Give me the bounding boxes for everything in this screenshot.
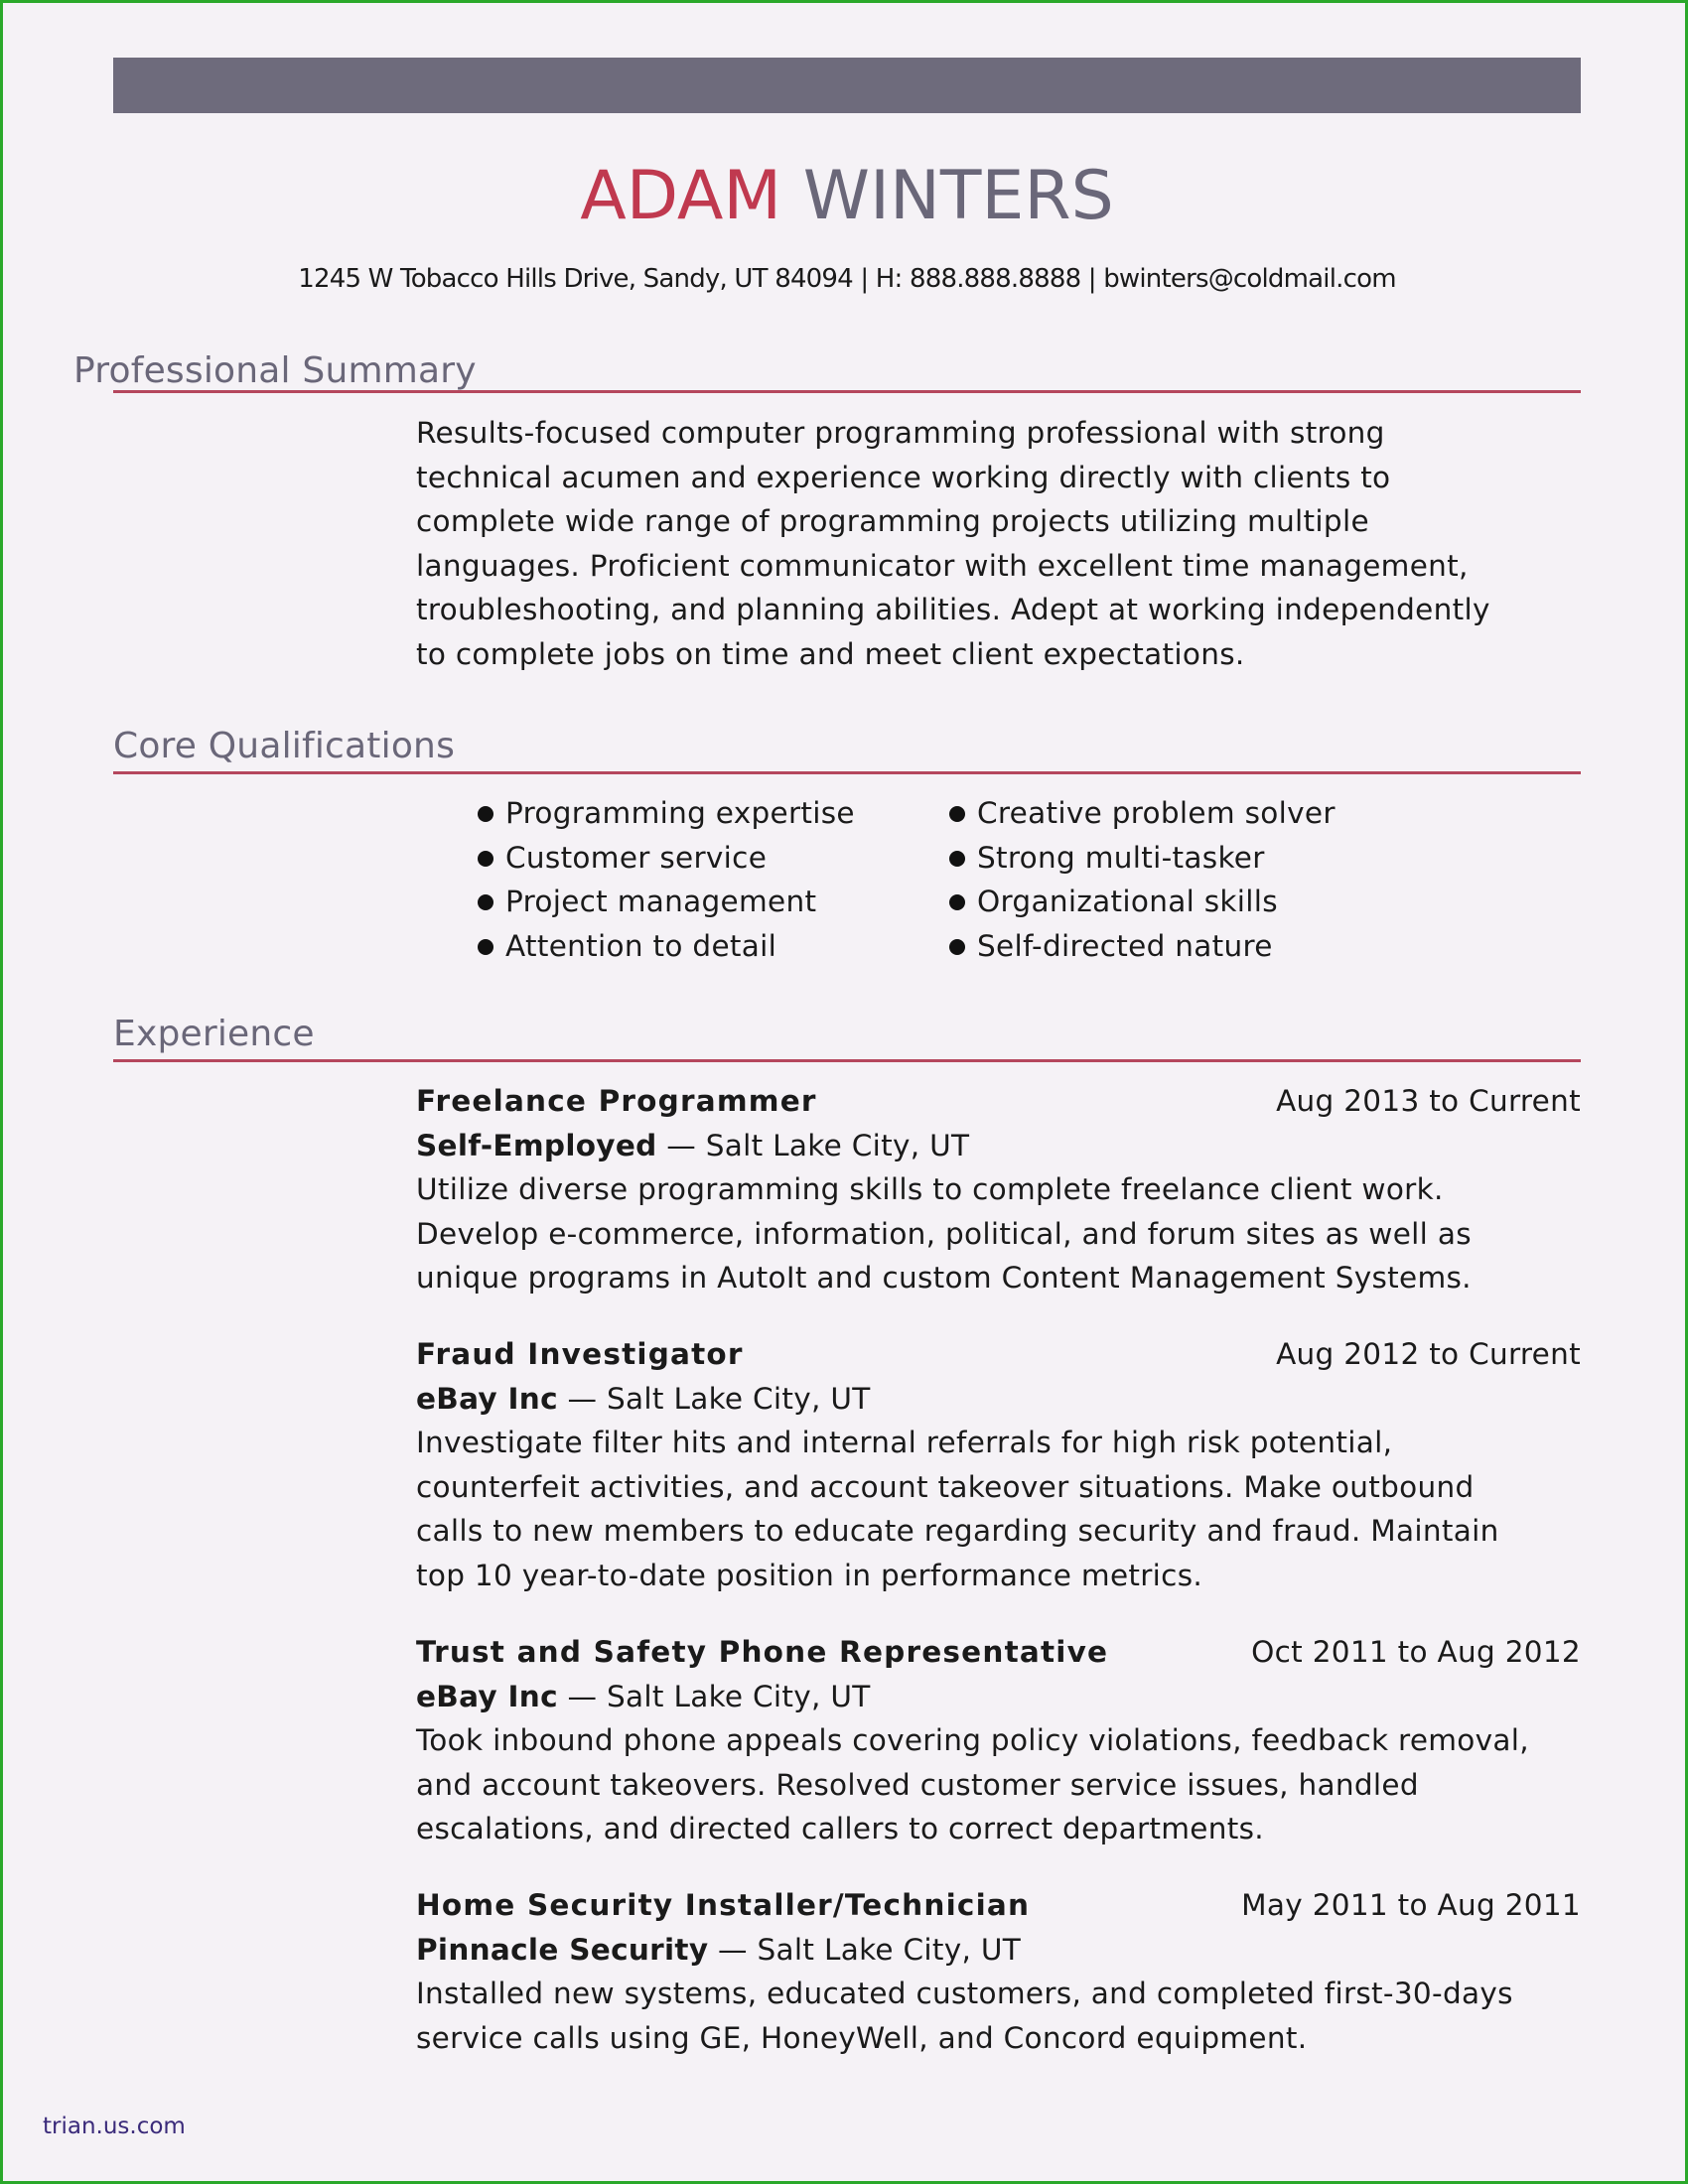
summary-line: technical acumen and experience working directly with clients to: [416, 460, 1391, 494]
qualifications-right-column: [977, 791, 1336, 968]
job-dates: Aug 2013 to Current: [1276, 1084, 1581, 1118]
job-title: Freelance Programmer: [416, 1084, 817, 1118]
summary-line: languages. Proficient communicator with excellent time management,: [416, 548, 1469, 583]
summary-line: to complete jobs on time and meet client expectations.: [416, 636, 1245, 671]
summary-line: troubleshooting, and planning abilities. Adept at working independently: [416, 593, 1490, 627]
bullet-icon: [949, 806, 965, 822]
list-item: Creative problem solver: [977, 791, 1336, 836]
job-entry: [416, 1883, 1581, 2060]
list-item: Attention to detail: [505, 924, 855, 969]
job-location: — Salt Lake City, UT: [708, 1932, 1022, 1967]
job-location: — Salt Lake City, UT: [557, 1381, 871, 1416]
job-description: Utilize diverse programming skills to complete freelance client work. Develop e-commerce, information, political, and forum sites as well as unique programs in AutoIt and custom Content Management Systems.: [416, 1172, 1472, 1296]
first-name: ADAM: [580, 157, 782, 235]
summary-title: Professional Summary: [73, 350, 477, 391]
qualifications-title: Core Qualifications: [113, 726, 456, 766]
job-description: Installed new systems, educated customers, and completed first-30-days service calls using GE, HoneyWell, and Concord equipment.: [416, 1977, 1513, 2055]
job-location: — Salt Lake City, UT: [656, 1128, 970, 1162]
job-entry: [416, 1332, 1581, 1598]
header-bar: [113, 58, 1581, 113]
summary-line: Results-focused computer programming professional with strong: [416, 416, 1385, 450]
experience-title: Experience: [113, 1014, 315, 1054]
job-company: eBay Inc: [416, 1381, 558, 1416]
summary-text: [416, 411, 1588, 677]
job-company: Self-Employed: [416, 1128, 657, 1162]
job-title: Trust and Safety Phone Representative: [416, 1635, 1109, 1669]
qualifications-left-column: [505, 791, 855, 968]
qualifications-heading: [113, 728, 1581, 774]
list-item: Project management: [505, 880, 855, 924]
watermark: trian.us.com: [43, 2114, 186, 2139]
job-company: eBay Inc: [416, 1679, 558, 1713]
list-item: Customer service: [505, 836, 855, 881]
list-item: Programming expertise: [505, 791, 855, 836]
job-company: Pinnacle Security: [416, 1932, 709, 1967]
last-name: WINTERS: [802, 157, 1114, 235]
summary-heading: [73, 350, 1581, 393]
experience-heading: [113, 1016, 1581, 1062]
candidate-name: [3, 154, 1688, 239]
bullet-icon: [478, 806, 493, 822]
job-location: — Salt Lake City, UT: [557, 1679, 871, 1713]
list-item: Organizational skills: [977, 880, 1336, 924]
bullet-icon: [949, 939, 965, 955]
contact-info: 1245 W Tobacco Hills Drive, Sandy, UT 84094 | H: 888.888.8888 | bwinters@coldmail.com: [298, 264, 1396, 294]
job-description: Took inbound phone appeals covering policy violations, feedback removal, and account takeovers. Resolved customer service issues, handled escalations, and directed callers to correct departments.: [416, 1723, 1529, 1846]
job-dates: Oct 2011 to Aug 2012: [1251, 1635, 1581, 1669]
job-dates: Aug 2012 to Current: [1276, 1337, 1581, 1371]
bullet-icon: [949, 894, 965, 910]
bullet-icon: [478, 894, 493, 910]
bullet-icon: [478, 851, 493, 867]
bullet-icon: [478, 939, 493, 955]
job-title: Fraud Investigator: [416, 1337, 744, 1371]
list-item: Self-directed nature: [977, 924, 1336, 969]
job-dates: May 2011 to Aug 2011: [1241, 1888, 1581, 1922]
bullet-icon: [949, 851, 965, 867]
job-title: Home Security Installer/Technician: [416, 1888, 1031, 1922]
job-entry: [416, 1079, 1581, 1300]
job-description: Investigate filter hits and internal referrals for high risk potential, counterfeit activities, and account takeover situations. Make outbound calls to new members to educate regarding security and fraud. Maintain top 10 year-to-date position in performance metrics.: [416, 1426, 1499, 1592]
list-item: Strong multi-tasker: [977, 836, 1336, 881]
job-entry: [416, 1630, 1581, 1851]
summary-line: complete wide range of programming projects utilizing multiple: [416, 504, 1369, 539]
